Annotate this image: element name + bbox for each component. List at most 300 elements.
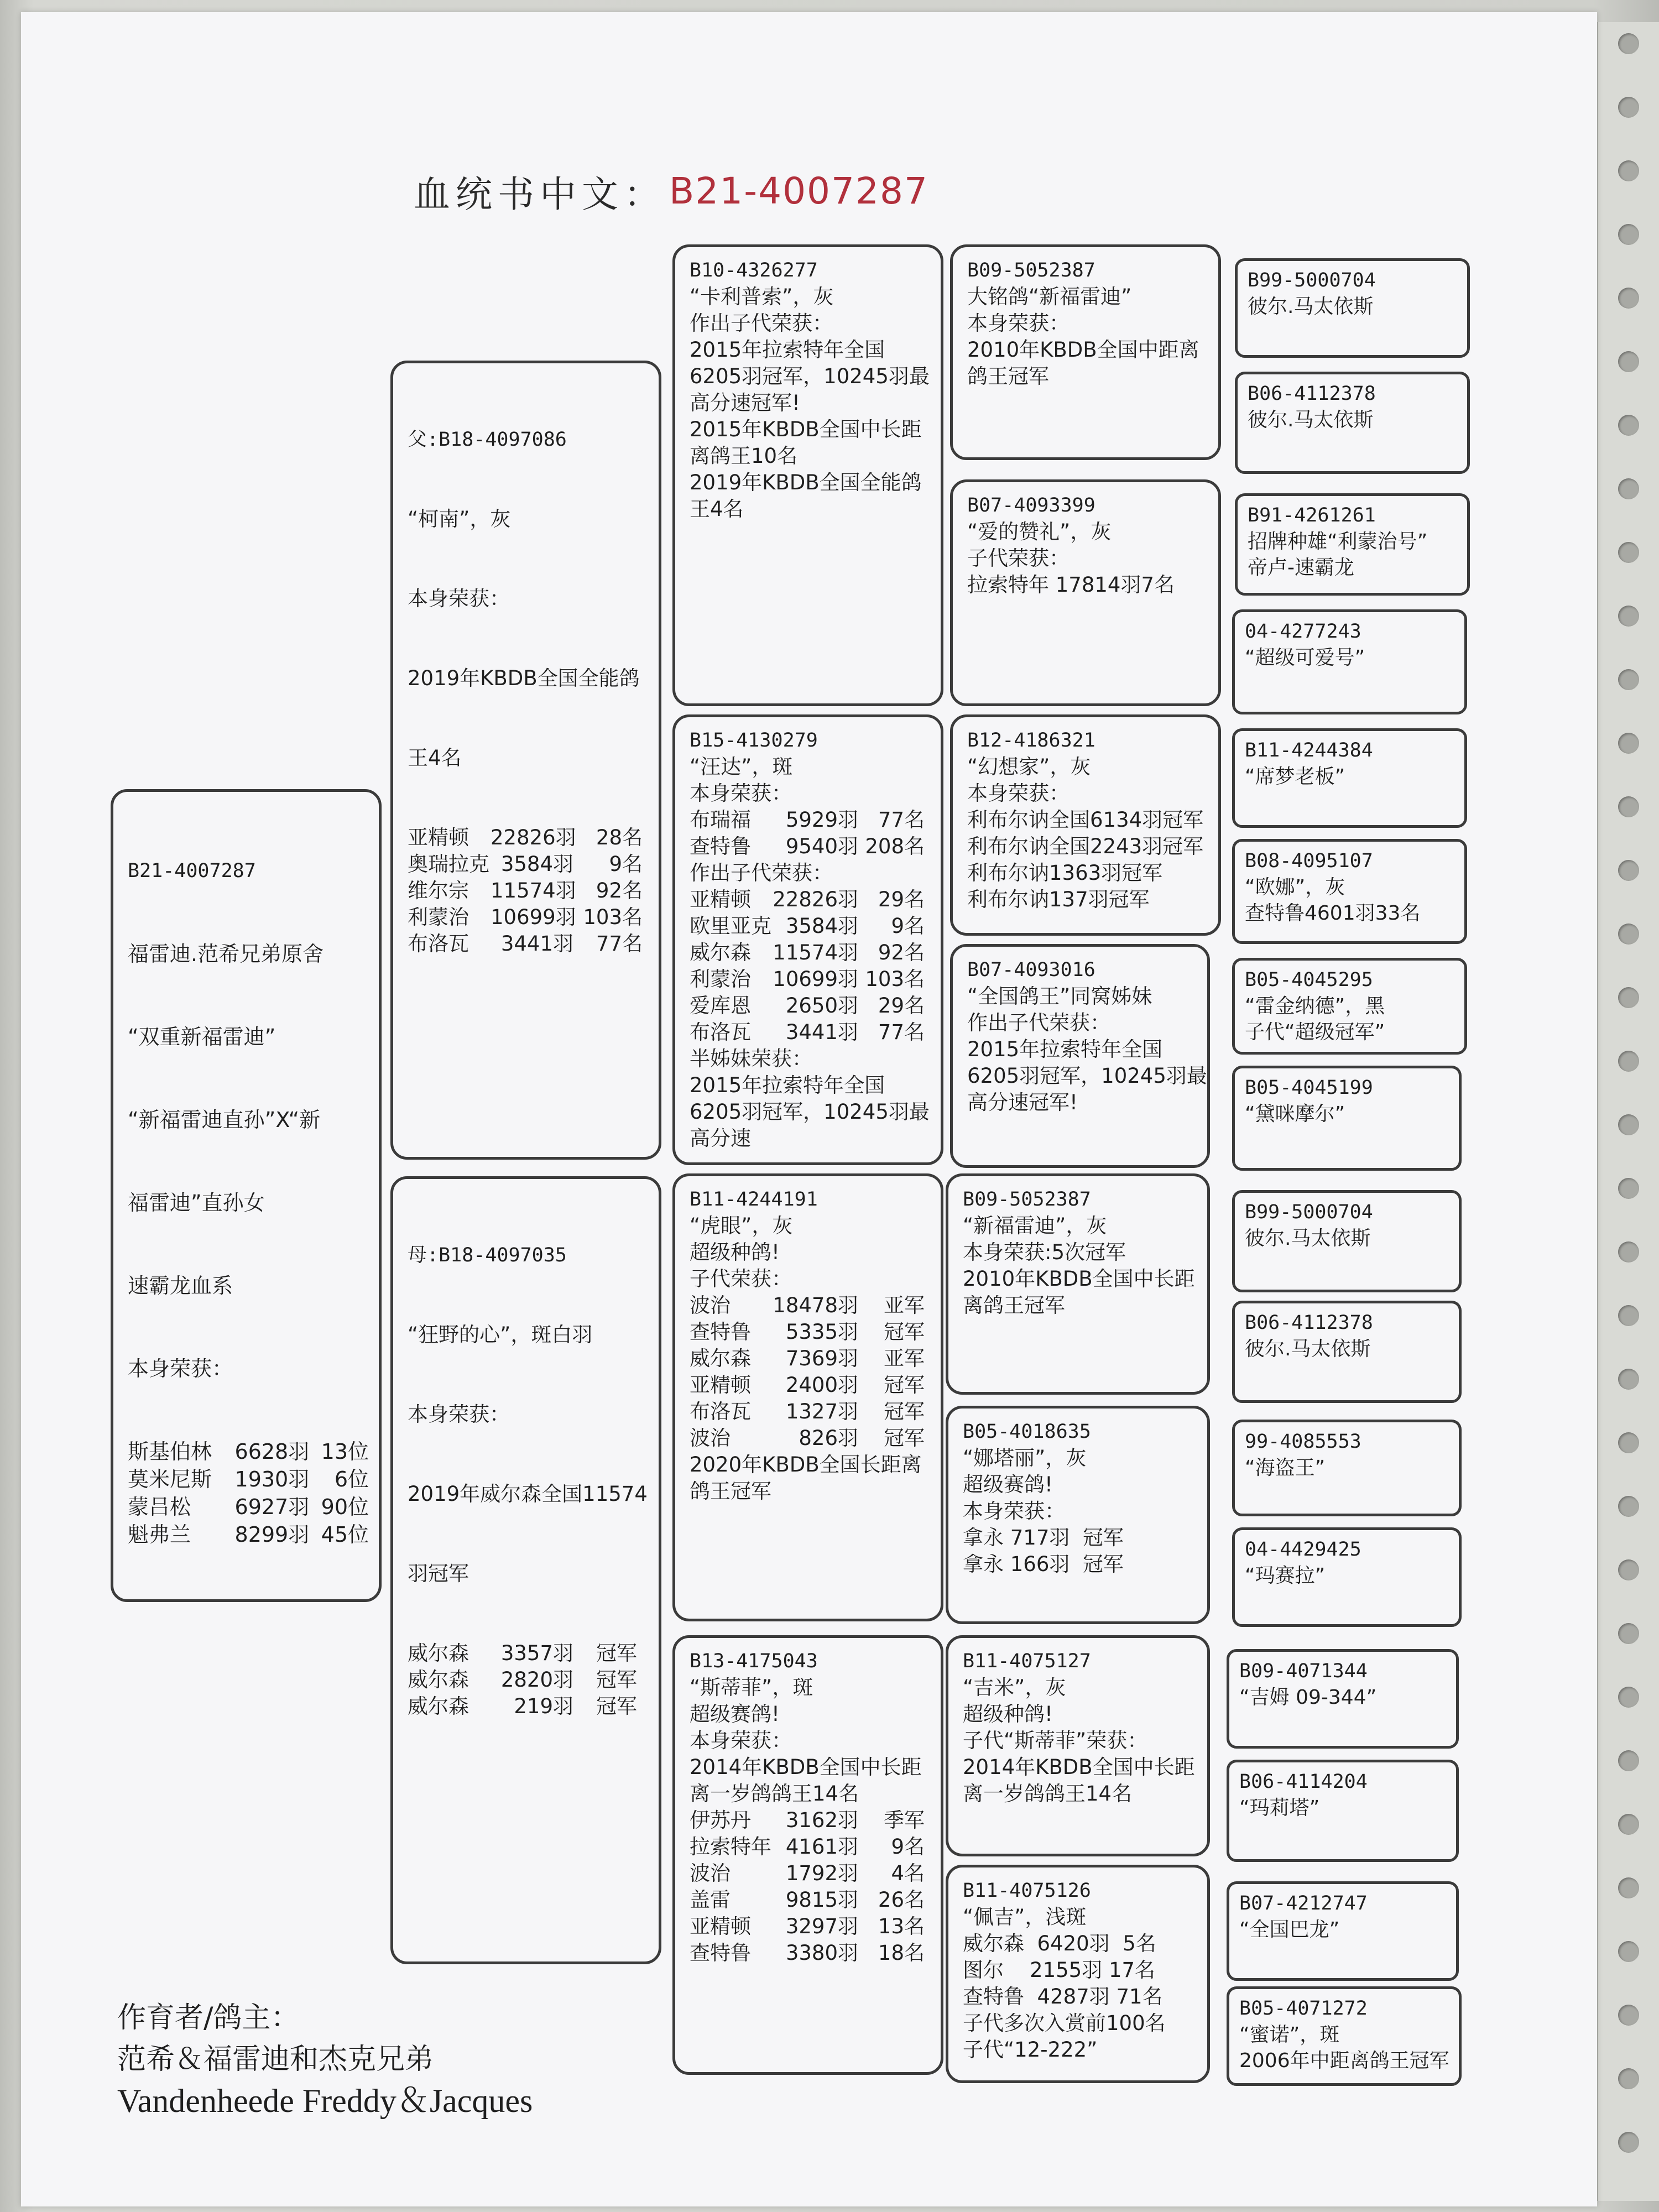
binder-hole (1618, 1750, 1639, 1771)
gen3-card (950, 944, 1210, 1168)
result-cell: 2820羽 (500, 1668, 573, 1692)
result-cell: 2400羽 (785, 1373, 858, 1397)
result-cell: 冠军 (884, 1400, 925, 1423)
binder-hole (1618, 288, 1639, 309)
result-cell: 冠军 (884, 1426, 925, 1450)
subject-card (111, 789, 382, 1602)
card-line: 子代“12-222” (963, 2038, 1098, 2062)
card-line: 离一岁鸽鸽王14名 (963, 1782, 1133, 1806)
result-cell: 5929羽 (785, 808, 858, 832)
result-cell: 亚军 (884, 1347, 925, 1370)
result-cell: 波治 (690, 1293, 731, 1317)
subject-line: 福雷迪.范希兄弟原舍 (128, 942, 324, 966)
result-cell: 92名 (878, 941, 925, 964)
card-line: “超级可爱号” (1245, 646, 1365, 669)
card-line: “斯蒂菲”，斑 (690, 1676, 813, 1699)
ring-number: B06-4112378 (1248, 383, 1376, 405)
gen4-card (1232, 1420, 1462, 1516)
subject-line: “双重新福雷迪” (128, 1025, 276, 1049)
result-row (690, 966, 931, 993)
card-line: “玛莉塔” (1239, 1797, 1320, 1819)
gen3-card (946, 1173, 1210, 1395)
card-line: 2014年KBDB全国中长距 (690, 1755, 922, 1779)
result-cell: 冠军 (596, 1641, 637, 1665)
ring-number: B06-4112378 (1245, 1312, 1373, 1334)
result-row (690, 940, 931, 966)
results-table (690, 886, 931, 1046)
ring-number: 04-4277243 (1245, 620, 1361, 643)
result-row (690, 913, 931, 940)
breeder-label: 作育者/鸽主： (117, 2001, 300, 2034)
gen4-card (1232, 839, 1467, 944)
result-cell: 826羽 (799, 1426, 858, 1450)
ring-number: B09-4071344 (1239, 1660, 1368, 1682)
result-cell: 90位 (321, 1495, 369, 1519)
result-row (690, 993, 931, 1019)
card-line: 本身荣获： (690, 1729, 792, 1752)
binder-holes-strip (1596, 22, 1659, 2201)
results-table (690, 1807, 931, 1966)
result-cell: 1327羽 (785, 1400, 858, 1423)
card-line: 拿永 717羽 冠军 (963, 1526, 1124, 1550)
result-row (690, 1319, 931, 1345)
card-line: 利布尔讷全国2243羽冠军 (967, 834, 1204, 858)
result-cell: 7369羽 (785, 1347, 858, 1370)
sire-results (408, 825, 649, 957)
card-line: 子代荣获： (967, 546, 1070, 570)
subject-line: “新福雷迪直孙”X“新 (128, 1108, 321, 1132)
result-row (408, 904, 649, 931)
card-line: 本身荣获： (967, 781, 1070, 805)
gen3-card (950, 244, 1221, 460)
result-row (690, 1345, 931, 1372)
card-line: 作出子代荣获： (690, 311, 833, 335)
binder-hole (1618, 415, 1639, 436)
gen4-card (1235, 372, 1470, 474)
binder-hole (1618, 1051, 1639, 1072)
result-cell: 6628羽 (234, 1439, 310, 1464)
result-cell: 冠军 (596, 1668, 637, 1692)
result-cell: 28名 (596, 826, 643, 849)
card-line: “吉米”，灰 (963, 1676, 1066, 1699)
card-line: “幻想家”，灰 (967, 755, 1091, 779)
pedigree-paper (21, 12, 1597, 2206)
result-cell: 威尔森 (690, 1347, 751, 1370)
card-line: 离鸽王10名 (690, 444, 798, 468)
card-line: 大铭鸽“新福雷迪” (967, 285, 1132, 309)
card-line: 超级种鸽! (690, 1240, 780, 1264)
result-cell: 蒙吕松 (128, 1495, 191, 1519)
result-cell: 莫米尼斯 (128, 1467, 212, 1491)
gen3-card (950, 714, 1221, 936)
ring-number: B05-4045199 (1245, 1077, 1373, 1099)
card-line: 2010年KBDB全国中距离 (967, 338, 1199, 362)
card-line: “吉姆 09-344” (1239, 1686, 1377, 1709)
grandsire-maternal-card (672, 1173, 943, 1621)
result-row (128, 1438, 369, 1465)
binder-hole (1618, 351, 1639, 372)
binder-hole (1618, 2132, 1639, 2153)
card-line: 2020年KBDB全国长距离 (690, 1453, 922, 1477)
result-row (690, 833, 931, 860)
result-cell: 奥瑞拉克 (408, 852, 489, 876)
card-line: 2019年KBDB全国全能鸽 (690, 471, 922, 494)
gen4-card (1232, 609, 1467, 714)
card-line: 本身荣获： (967, 311, 1070, 335)
card-line: 离一岁鸽鸽王14名 (690, 1782, 859, 1806)
card-line: 超级赛鸽! (963, 1473, 1053, 1496)
binder-hole (1618, 1623, 1639, 1644)
card-line: 招牌种雄“利蒙治号” (1248, 530, 1428, 553)
result-cell: 103名 (865, 967, 925, 991)
ring-number: B05-4018635 (963, 1421, 1091, 1443)
result-cell: 2650羽 (785, 994, 858, 1018)
result-row (408, 931, 649, 957)
ring-number: B15-4130279 (690, 729, 818, 752)
card-line: “汪达”，斑 (690, 755, 793, 779)
result-row (690, 886, 931, 913)
result-row (690, 1887, 931, 1913)
result-cell: 77名 (878, 1020, 925, 1044)
result-cell: 亚精顿 (408, 826, 469, 849)
subject-line: 速霸龙血系 (128, 1274, 233, 1298)
ring-number: 04-4429425 (1245, 1538, 1361, 1561)
binder-hole (1618, 2005, 1639, 2026)
result-row (128, 1493, 369, 1521)
card-line: 子代“斯蒂菲”荣获： (963, 1729, 1148, 1752)
result-cell: 亚军 (884, 1293, 925, 1317)
card-line: “海盗王” (1245, 1457, 1326, 1479)
result-cell: 1792羽 (785, 1861, 858, 1885)
result-cell: 冠军 (596, 1694, 637, 1718)
gen3-card (946, 1865, 1210, 2083)
result-row (690, 1019, 931, 1046)
result-cell: 威尔森 (408, 1694, 469, 1718)
card-line: 子代“超级冠军” (1245, 1021, 1385, 1044)
card-line: 超级种鸽! (963, 1702, 1053, 1726)
result-row (128, 1521, 369, 1548)
ring-number: B09-5052387 (967, 259, 1095, 281)
card-line: 本身荣获： (690, 781, 792, 805)
card-line: “蜜诺”，斑 (1239, 2023, 1340, 2046)
ring-number: B06-4114204 (1239, 1771, 1368, 1793)
card-line: 鸽王冠军 (690, 1479, 771, 1503)
result-cell: 10699羽 (491, 905, 576, 929)
result-cell: 92名 (596, 879, 643, 902)
card-line: 2015年KBDB全国中长距 (690, 418, 922, 441)
result-cell: 3584羽 (500, 852, 573, 876)
ring-number: B13-4175043 (690, 1650, 818, 1672)
gen4-card (1235, 258, 1470, 358)
gen3-card (950, 479, 1221, 706)
result-cell: 13名 (878, 1914, 925, 1938)
card-line: 查特鲁4601羽33名 (1245, 902, 1421, 925)
result-row (690, 1834, 931, 1860)
card-line: 利布尔讷137羽冠军 (967, 888, 1150, 911)
card-line: “全国巴龙” (1239, 1918, 1340, 1941)
result-cell: 10699羽 (773, 967, 858, 991)
ring-number: B05-4045295 (1245, 969, 1373, 991)
result-cell: 1930羽 (234, 1467, 310, 1491)
result-cell: 查特鲁 (690, 834, 751, 858)
card-line: 6205羽冠军，10245羽最 (690, 364, 930, 388)
gen4-card (1232, 1301, 1462, 1403)
result-cell: 11574羽 (773, 941, 858, 964)
binder-hole (1618, 733, 1639, 754)
granddam-maternal-card (672, 1635, 943, 2075)
dam-ring: 母:B18-4097035 (408, 1244, 567, 1266)
card-line: 2015年拉索特年全国 (690, 338, 885, 362)
gen4-card (1232, 1190, 1462, 1292)
result-row (690, 1913, 931, 1940)
result-cell: 伊苏丹 (690, 1808, 751, 1832)
binder-hole (1618, 796, 1639, 817)
result-cell: 布洛瓦 (690, 1020, 751, 1044)
result-cell: 波治 (690, 1861, 731, 1885)
result-cell: 3162羽 (785, 1808, 858, 1832)
ring-number: B08-4095107 (1245, 850, 1373, 872)
result-row (408, 825, 649, 851)
binder-hole (1618, 160, 1639, 181)
result-cell: 4161羽 (785, 1835, 858, 1859)
card-line: 高分速冠军! (690, 391, 800, 415)
subject-line: 福雷迪”直孙女 (128, 1191, 265, 1215)
dam-line: 本身荣获： (408, 1402, 510, 1426)
result-cell: 9540羽 (785, 834, 858, 858)
binder-hole (1618, 1496, 1639, 1517)
result-cell: 爱库恩 (690, 994, 751, 1018)
card-line: 2010年KBDB全国中长距 (963, 1267, 1195, 1291)
result-row (690, 1292, 931, 1319)
dam-line: 羽冠军 (408, 1562, 469, 1585)
result-row (408, 1640, 649, 1667)
result-cell: 威尔森 (408, 1641, 469, 1665)
subject-ring: B21-4007287 (128, 860, 256, 882)
result-row (690, 1399, 931, 1425)
card-line: 本身荣获： (963, 1499, 1065, 1523)
gen4-card (1227, 1881, 1459, 1981)
card-line: 利布尔讷1363羽冠军 (967, 861, 1163, 885)
result-cell: 18478羽 (773, 1293, 858, 1317)
gen4-card (1232, 728, 1467, 828)
result-cell: 5335羽 (785, 1320, 858, 1344)
result-cell: 亚精顿 (690, 1373, 751, 1397)
results-table (690, 807, 931, 860)
ring-number: B05-4071272 (1239, 1997, 1368, 2020)
result-cell: 208名 (865, 834, 925, 858)
ring-number: B11-4244191 (690, 1188, 818, 1211)
result-row (690, 1860, 931, 1887)
result-cell: 查特鲁 (690, 1941, 751, 1965)
gen4-card (1235, 493, 1470, 596)
result-cell: 欧里亚克 (690, 914, 771, 938)
breeder-name-en: Vandenheede Freddy＆Jacques (117, 2083, 533, 2119)
binder-hole (1618, 1877, 1639, 1898)
card-line: 鸽王冠军 (967, 364, 1049, 388)
breeder-name-cn: 范希＆福雷迪和杰克兄弟 (117, 2043, 434, 2076)
card-line: 离鸽王冠军 (963, 1293, 1065, 1317)
result-row (690, 807, 931, 833)
result-cell: 11574羽 (491, 879, 576, 902)
card-line: 子代多次入赏前100名 (963, 2011, 1166, 2035)
pedigree-title (414, 160, 928, 221)
binder-hole (1618, 2068, 1639, 2089)
result-cell: 22826羽 (491, 826, 576, 849)
ring-number: B09-5052387 (963, 1188, 1091, 1211)
results-table (690, 1292, 931, 1452)
result-cell: 77名 (596, 932, 643, 956)
binder-hole (1618, 1941, 1639, 1962)
ring-number: B07-4093016 (967, 959, 1095, 981)
gen4-card (1227, 1986, 1462, 2086)
sire-ring: 父:B18-4097086 (408, 429, 567, 451)
binder-hole (1618, 478, 1639, 499)
result-cell: 3357羽 (500, 1641, 573, 1665)
breeder-info (117, 1997, 533, 2122)
result-cell: 冠军 (884, 1373, 925, 1397)
card-line: 拉索特年 17814羽7名 (967, 573, 1175, 597)
result-cell: 13位 (321, 1439, 369, 1464)
result-cell: 威尔森 (408, 1668, 469, 1692)
sire-line: “柯南”，灰 (408, 507, 511, 531)
grandsire-paternal-card (672, 244, 943, 706)
card-line: “席梦老板” (1245, 765, 1345, 788)
binder-hole (1618, 924, 1639, 945)
sire-line: 王4名 (408, 746, 462, 770)
binder-hole (1618, 1814, 1639, 1835)
result-cell: 利蒙治 (408, 905, 469, 929)
card-line: 半姊妹荣获： (690, 1047, 812, 1071)
result-cell: 219羽 (514, 1694, 573, 1718)
result-cell: 29名 (878, 994, 925, 1018)
card-line: 2015年拉索特年全国 (690, 1073, 885, 1097)
result-cell: 26名 (878, 1888, 925, 1912)
binder-hole (1618, 1687, 1639, 1708)
binder-hole (1618, 1559, 1639, 1580)
binder-hole (1618, 1178, 1639, 1199)
ring-number: B11-4075126 (963, 1880, 1091, 1902)
card-line: “卡利普索”，灰 (690, 285, 834, 309)
gen4-card (1227, 1760, 1459, 1862)
granddam-paternal-card (672, 714, 943, 1165)
result-cell: 魁弗兰 (128, 1522, 191, 1547)
result-row (690, 1807, 931, 1834)
result-cell: 利蒙治 (690, 967, 751, 991)
ring-number: 99-4085553 (1245, 1431, 1361, 1453)
sire-card (390, 361, 661, 1160)
binder-hole (1618, 987, 1639, 1008)
dam-line: “狂野的心”，斑白羽 (408, 1323, 593, 1347)
card-line: “虎眼”，灰 (690, 1214, 793, 1238)
result-cell: 3441羽 (785, 1020, 858, 1044)
result-cell: 拉索特年 (690, 1835, 771, 1859)
dam-line: 2019年威尔森全国11574 (408, 1482, 648, 1506)
result-cell: 布洛瓦 (690, 1400, 751, 1423)
subject-line: 本身荣获： (128, 1357, 233, 1381)
ring-number: B11-4075127 (963, 1650, 1091, 1672)
result-row (408, 1667, 649, 1693)
card-line: 作出子代荣获： (967, 1011, 1110, 1035)
result-cell: 冠军 (884, 1320, 925, 1344)
result-cell: 查特鲁 (690, 1320, 751, 1344)
result-row (690, 1425, 931, 1452)
card-line: “黛咪摩尔” (1245, 1103, 1345, 1125)
ring-number: B99-5000704 (1245, 1201, 1373, 1223)
result-cell: 季军 (884, 1808, 925, 1832)
ring-number: B91-4261261 (1248, 504, 1376, 526)
result-cell: 波治 (690, 1426, 731, 1450)
card-line: 2006年中距离鸽王冠军 (1239, 2049, 1449, 2072)
result-cell: 布瑞福 (690, 808, 751, 832)
result-cell: 9名 (891, 1835, 925, 1859)
result-cell: 3380羽 (785, 1941, 858, 1965)
ring-number: B11-4244384 (1245, 739, 1373, 761)
result-cell: 8299羽 (234, 1522, 310, 1547)
gen3-card (946, 1406, 1210, 1624)
card-line: 高分速冠军! (967, 1091, 1078, 1114)
result-cell: 9名 (891, 914, 925, 938)
card-line: “雷金纳德”，黑 (1245, 995, 1385, 1018)
result-row (408, 878, 649, 904)
binder-hole (1618, 97, 1639, 118)
result-cell: 斯基伯林 (128, 1439, 212, 1464)
dam-card (390, 1176, 661, 1964)
binder-hole (1618, 1241, 1639, 1262)
result-row (408, 851, 649, 878)
result-cell: 威尔森 (690, 941, 751, 964)
result-cell: 布洛瓦 (408, 932, 469, 956)
card-line: “爱的赞礼”，灰 (967, 520, 1112, 544)
card-line: 6205羽冠军，10245羽最 (967, 1064, 1207, 1088)
card-line: 王4名 (690, 497, 744, 521)
result-cell: 29名 (878, 888, 925, 911)
card-line: “新福雷迪”，灰 (963, 1214, 1107, 1238)
card-line: 彼尔.马太依斯 (1245, 1338, 1371, 1360)
card-line: 2014年KBDB全国中长距 (963, 1755, 1195, 1779)
card-line: “全国鸽王”同窝姊妹 (967, 984, 1152, 1008)
result-cell: 盖雷 (690, 1888, 731, 1912)
gen4-card (1232, 1066, 1462, 1171)
sire-line: 2019年KBDB全国全能鸽 (408, 666, 640, 690)
card-line: 图尔 2155羽 17名 (963, 1958, 1156, 1982)
result-cell: 9名 (609, 852, 643, 876)
title-ring-number: B21-4007287 (669, 169, 929, 212)
card-line: 威尔森 6420羽 5名 (963, 1932, 1156, 1955)
card-line: 彼尔.马太依斯 (1248, 409, 1374, 431)
binder-hole (1618, 224, 1639, 245)
card-line: 利布尔讷全国6134羽冠军 (967, 808, 1204, 832)
result-cell: 77名 (878, 808, 925, 832)
binder-hole (1618, 542, 1639, 563)
dam-results (408, 1640, 649, 1720)
result-cell: 18名 (878, 1941, 925, 1965)
ring-number: B07-4212747 (1239, 1892, 1368, 1914)
title-label: 血统书中文： (414, 173, 666, 216)
result-row (408, 1693, 649, 1720)
result-cell: 3584羽 (785, 914, 858, 938)
card-line: 2015年拉索特年全国 (967, 1037, 1163, 1061)
gen3-card (946, 1635, 1210, 1856)
result-cell: 4名 (891, 1861, 925, 1885)
card-line: 彼尔.马太依斯 (1245, 1227, 1371, 1250)
result-cell: 9815羽 (785, 1888, 858, 1912)
result-row (690, 1372, 931, 1399)
result-cell: 维尔宗 (408, 879, 469, 902)
result-cell: 103名 (583, 905, 643, 929)
binder-hole (1618, 1369, 1639, 1390)
card-line: “娜塔丽”，灰 (963, 1446, 1087, 1470)
card-line: “欧娜”，灰 (1245, 876, 1345, 899)
